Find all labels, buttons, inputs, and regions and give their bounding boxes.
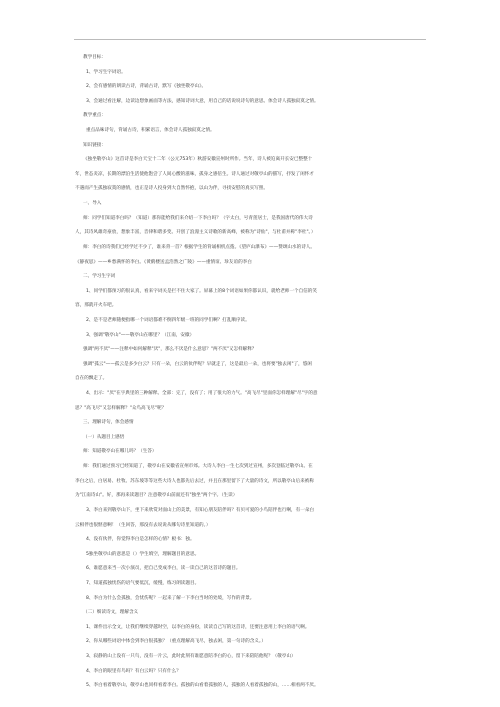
- text-line: 《独坐敬亭山》这首诗是李白天宝十二年（公元753年）秋游安徽宣州时所作。当年，诗人被迫离开长安已整整十: [83, 157, 313, 163]
- text-line: 年，世态炎凉，长期的漂泊生活使他饱尝了人间心酸的滋味，孤身之感倍生。诗人通过对敬亭山的描写，抒发了闲怀才: [75, 171, 314, 177]
- text-line: 《静夜思》——乡愁满怀的李白。《黄鹤楼送孟浩然之广陵》——重情谊、珍友谊的李白: [75, 259, 252, 265]
- text-line: 3、李白来到敬亭山下，坐下来欣赏对面山上的美景，有知心朋友陪伴吗？有贝可爱的小鸟陪伴也行啊，有一朵白: [86, 507, 315, 513]
- text-line: 思？"高飞尽"又怎样解释？"众鸟高飞尽"呢？: [75, 405, 167, 411]
- text-line: 1、课件出示全文，让我们继续穿越时空，以李白的身份，读读自己写的这首诗，还要注意用上李白的语气啊。: [86, 624, 310, 630]
- text-line: 强调"孤云"——孤云是多少白云？只有一朵，白云的伙伴呢？早就走了，这是最后一朵，也将要"独去闲"了，悠闲: [83, 361, 312, 367]
- text-line: 师：同学们知道李白吗？（知道）那你能给我们来介绍一下李白吗？（字太白，号青莲居士，是我国唐代的伟大诗: [83, 215, 313, 221]
- text-line: 李白之后，白居易、杜牧、苏东坡等等这些大诗人也都先后去过，并且在那里留下了大量的诗文，所以敬亭山后来被称: [75, 478, 314, 484]
- text-line: 云相伴也很惬意啊！（生回答，那没有去说说从哪句诗里知道的。）: [75, 522, 211, 528]
- text-line: （二）细读诗文，理解含义: [83, 610, 139, 616]
- text-line: 4、出示："厌"在字典里的三种解释。全部：完了，没有了；用了很大的力气。"高飞尽"里面你怎样理解"尽"字的意: [86, 391, 318, 397]
- text-line: 3、会通过看注解，边读边想象画面等方法，感知诗词大意，用自己的话说说诗句的意思。体会诗人孤独寂寞之情。: [86, 98, 319, 104]
- text-line: 4、李白的眼里有鸟吗？有白云吗？只有什么？: [86, 668, 181, 674]
- text-line: 师：我们通过预习已经知道了，敬亭山在安徽省宣州市郊。大诗人李白一生七次到过宣州，多次登临过敬亭山。在: [83, 464, 313, 470]
- text-line: （一）从题目上感悟: [83, 434, 125, 440]
- text-line: 容，那就开火车吧。: [75, 303, 117, 309]
- text-line: 1、学习生字词语。: [86, 69, 126, 75]
- text-line: 三、理解诗句，体会感情: [83, 420, 134, 426]
- text-line: 二、学习生字词: [83, 274, 116, 280]
- text-line: 师：李白的诗我们已经学过不少了，谁来背一首？根据学生的背诵相机点拨。《望庐山瀑布》——赞颂山水的诗人。: [83, 244, 315, 250]
- text-line: 自在的飘走了。: [75, 376, 108, 382]
- text-line: 6、谁愿意来当一次小演员，把自己变成李白，读一读自己的这首诗的题目。: [86, 566, 241, 572]
- text-line: 1、同学们都预习的很认真，看来字词关是拦不住大家了。屏幕上的8个词语如果你都认识，就给老师一个自信的笑: [86, 288, 317, 294]
- text-line: 知识链接：: [83, 142, 106, 148]
- text-line: 5、李白看着敬亭山，敬亭山也同样看着李白。孤独的山看着孤独的人，孤独的人看着孤独的山，……相看两不厌。: [86, 683, 319, 689]
- text-line: 5独坐敬亭山的意思是（）学生填空，理解题目的意思。: [86, 551, 200, 557]
- text-line: 一、导入: [83, 201, 102, 207]
- text-line: 教学重点：: [83, 113, 106, 119]
- text-line: 3、寂静的山上没有一只鸟，没有一片云，此时此刻有谁愿意陪李白的心，留下来陪陪他呢？（敬亭山）: [86, 653, 296, 659]
- document-body: [75, 51, 431, 694]
- text-line: 重点品味诗句，背诵古诗，积累语言，体会诗人孤独寂寞之情。: [86, 128, 215, 134]
- text-line: 2、是不是老师随便指哪一个词语都难不倒四年级一班的同学们啊？打乱顺序读。: [86, 317, 250, 323]
- text-line: 2、会有感情的朗读古诗，背诵古诗，默写《独坐敬亭山》。: [86, 84, 207, 90]
- text-line: 为"江南诗山"。好，那再来读题目？注意敬亭山前面还有"独坐"两个字。（生读）: [75, 493, 238, 499]
- header-rule: [74, 39, 426, 40]
- text-line: 2、你从哪些词语中体会到李白很孤独？（重点理解高飞尽，独去闲，第一句诗的含义。）: [86, 639, 266, 645]
- text-line: 4、没有伙伴，你觉得李白是怎样的心情？板书：独。: [86, 537, 195, 543]
- text-line: 7、知道孤独忧伤的语气要低沉，缓慢，练习朗读题目。: [86, 580, 200, 586]
- text-line: 教学目标：: [83, 55, 106, 60]
- text-line: 3、强调"敬亭山"——敬亭山在哪里？（江南，安徽）: [86, 332, 195, 338]
- text-line: 强调"两不厌"——注释中如何解释"厌"，那么不厌是什么意思？"两不厌"又怎样解释？: [83, 347, 257, 353]
- text-line: 师：知道敬亭山在哪儿吗？（生答）: [83, 449, 157, 455]
- text-line: 人，其诗风雄奇豪放，想象丰富，音律和谐多变。开创了浪漫主义诗歌的新高峰，被称为"诗仙"，与杜甫并称"李杜"。）: [75, 230, 316, 236]
- text-line: 8、李白为什么会孤独，会忧伤呢？一起来了解一下李白当时的处境，写作的背景。: [86, 595, 255, 601]
- text-line: 不遇而产生孤独寂寞的感情，也正是诗人投身到大自然怀抱，以山为伴，寻找安慰的真实写照。: [75, 186, 268, 192]
